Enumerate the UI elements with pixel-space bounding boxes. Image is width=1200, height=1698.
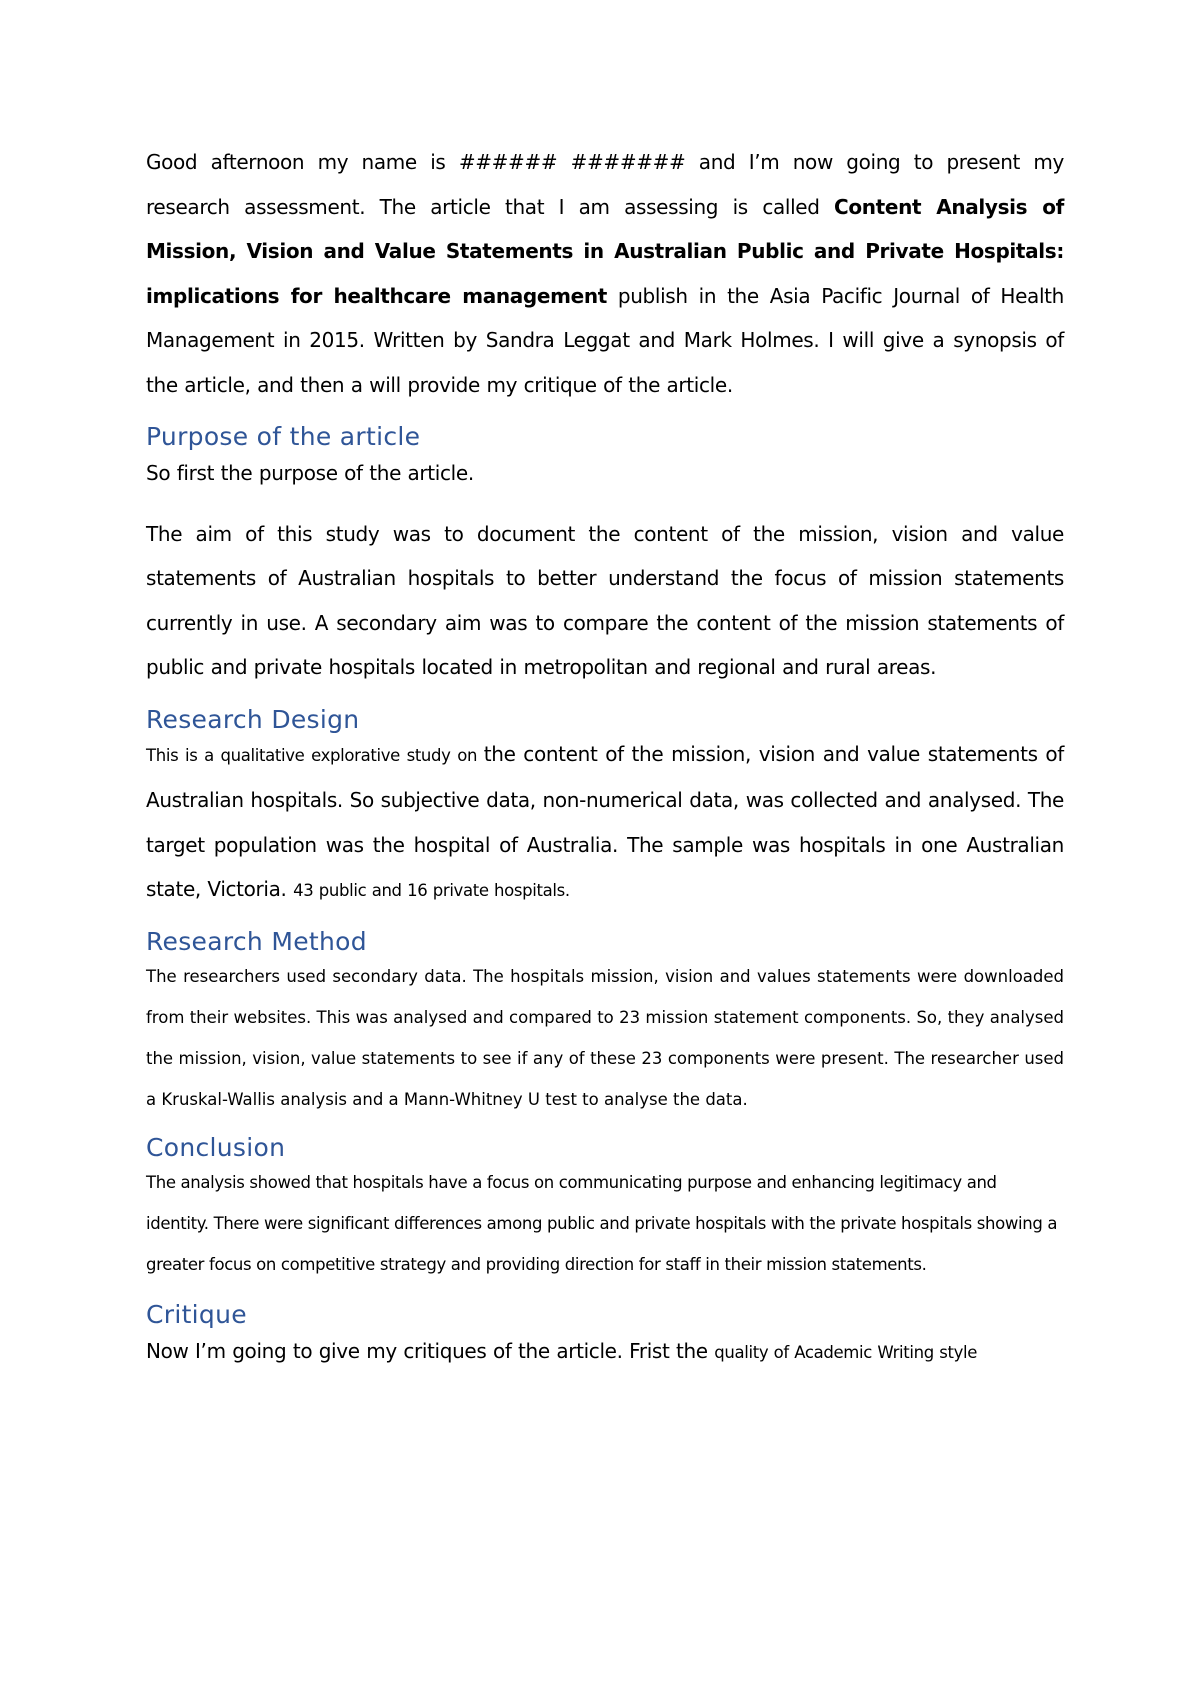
heading-conclusion: Conclusion bbox=[146, 1132, 286, 1162]
design-small-lead: This is a qualitative explorative study on bbox=[146, 745, 484, 765]
intro-text-end: publish in the Asia Pacific Journal of Health Management in 2015. Written by Sandra Leggat and Mark Holmes. I will give a synopsis of the article, and then a will provide my critique of the article. bbox=[146, 283, 1064, 397]
heading-purpose: Purpose of the article bbox=[146, 422, 421, 451]
purpose-lead: So first the purpose of the article. bbox=[146, 461, 474, 485]
heading-critique: Critique bbox=[146, 1299, 247, 1329]
purpose-aim-paragraph: The aim of this study was to document the content of the mission, vision and value statements of Australian hospitals to better understand the focus of mission statements currently in use. A secondary aim was to compare the content of the mission statements of public and private hospitals located in metropolitan and regional and rural areas. bbox=[146, 521, 1064, 679]
research-design-paragraph bbox=[146, 732, 1064, 914]
intro-paragraph bbox=[146, 140, 1064, 407]
research-method-paragraph: The researchers used secondary data. The hospitals mission, vision and values statements were downloaded from their websites. This was analysed and compared to 23 mission statement components. So, they analysed the mission, vision, value statements to see if any of these 23 components were present. The researcher used a Kruskal-Wallis analysis and a Mann-Whitney U test to analyse the data. bbox=[146, 966, 1064, 1109]
design-text: the content of the mission, vision and value statements of Australian hospitals. So subjective data, non-numerical data, was collected and analysed. The target population was the hospital of Australia. The sample was hospitals in one Australian state, Victoria. bbox=[146, 741, 1064, 901]
intro-text-start: Good afternoon my name is ###### ####### and I’m now going to present my research assessment. The article that I am assessing is called bbox=[146, 150, 1064, 219]
heading-research-method: Research Method bbox=[146, 926, 367, 956]
heading-research-design: Research Design bbox=[146, 704, 360, 734]
design-small-tail: 43 public and 16 private hospitals. bbox=[293, 881, 570, 900]
critique-small-tail: quality of Academic Writing style bbox=[714, 1342, 978, 1362]
article-title: Content Analysis of Mission, Vision and Value Statements in Australian Public and Private Hospitals: implications for healthcare management bbox=[146, 194, 1064, 308]
critique-paragraph bbox=[146, 1329, 1064, 1376]
critique-text: Now I’m going to give my critiques of the article. Frist the bbox=[146, 1338, 715, 1363]
document-page bbox=[146, 140, 1064, 1375]
conclusion-paragraph: The analysis showed that hospitals have a focus on communicating purpose and enhancing legitimacy and identity. There were significant differences among public and private hospitals with the private hospitals showing a greater focus on competitive strategy and providing direction for staff in their mission statements. bbox=[146, 1172, 1058, 1274]
